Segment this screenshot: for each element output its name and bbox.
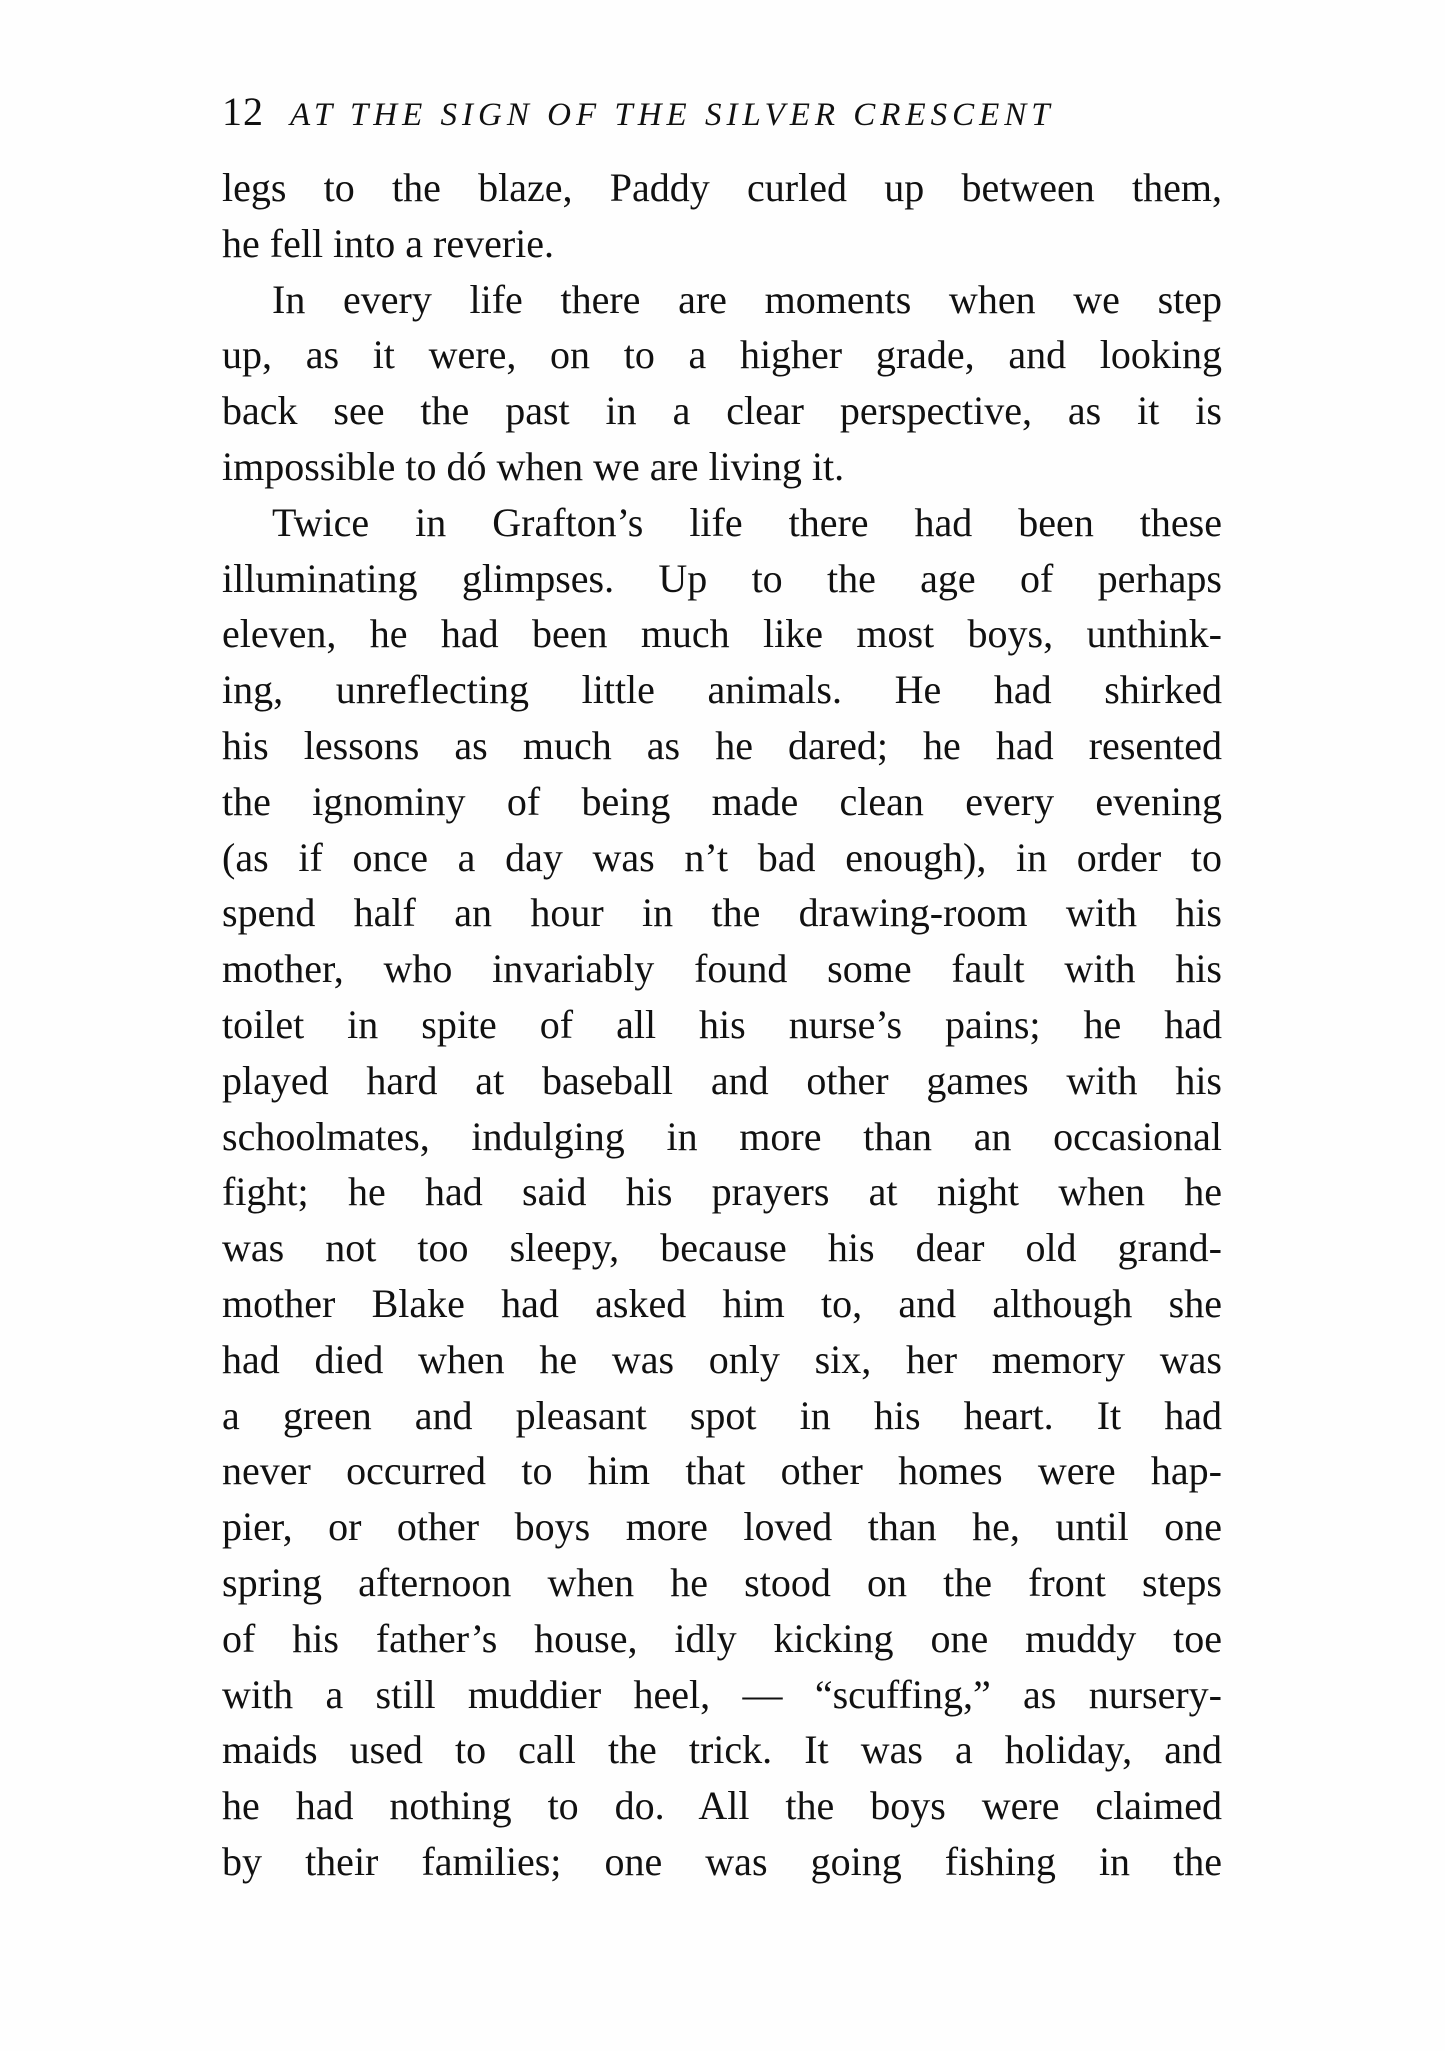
- text-line: mother Blake had asked him to, and although she: [222, 1280, 1222, 1326]
- text-line: pier, or other boys more loved than he, until one: [222, 1504, 1222, 1550]
- page-number: 12: [222, 89, 264, 134]
- text-line: (as if once a day was n’t bad enough), in order to: [222, 834, 1222, 880]
- text-line: ing, unreflecting little animals. He had shirked: [222, 667, 1222, 713]
- text-line: of his father’s house, idly kicking one muddy toe: [222, 1615, 1222, 1661]
- text-line: fight; he had said his prayers at night when he: [222, 1169, 1222, 1215]
- text-line: he fell into a reverie.: [222, 220, 555, 266]
- text-line: he had nothing to do. All the boys were claimed: [222, 1783, 1222, 1829]
- text-line: back see the past in a clear perspective, as it is: [222, 388, 1222, 434]
- text-line: a green and pleasant spot in his heart. It had: [222, 1392, 1222, 1438]
- text-line: eleven, he had been much like most boys, unthink-: [222, 611, 1222, 657]
- running-title: AT THE SIGN OF THE SILVER CRESCENT: [290, 97, 1055, 133]
- body-text: [222, 160, 1222, 1890]
- text-line: with a still muddier heel, — “scuffing,” as nursery-: [222, 1671, 1222, 1717]
- text-line: impossible to dó when we are living it.: [222, 443, 845, 489]
- page-header: [222, 88, 1222, 148]
- text-line: legs to the blaze, Paddy curled up between them,: [222, 165, 1222, 210]
- text-line: was not too sleepy, because his dear old grand-: [222, 1225, 1222, 1271]
- text-line: his lessons as much as he dared; he had resented: [222, 722, 1222, 768]
- text-line: schoolmates, indulging in more than an occasional: [222, 1113, 1222, 1159]
- paragraph-first-line: Twice in Grafton’s life there had been these: [272, 499, 1222, 545]
- text-line: mother, who invariably found some fault with his: [222, 946, 1222, 992]
- text-line: toilet in spite of all his nurse’s pains; he had: [222, 1001, 1222, 1047]
- text-line: spring afternoon when he stood on the front steps: [222, 1559, 1222, 1605]
- text-line: maids used to call the trick. It was a holiday, and: [222, 1727, 1222, 1773]
- text-line: up, as it were, on to a higher grade, and looking: [222, 332, 1222, 378]
- text-line: spend half an hour in the drawing-room with his: [222, 890, 1222, 936]
- text-line: played hard at baseball and other games with his: [222, 1057, 1222, 1103]
- paragraph-first-line: In every life there are moments when we step: [272, 276, 1222, 322]
- text-line: illuminating glimpses. Up to the age of perhaps: [222, 555, 1222, 601]
- text-line: by their families; one was going fishing in the: [222, 1838, 1222, 1884]
- text-line: the ignominy of being made clean every evening: [222, 778, 1222, 824]
- text-line: had died when he was only six, her memory was: [222, 1336, 1222, 1382]
- text-line: never occurred to him that other homes were hap-: [222, 1448, 1222, 1494]
